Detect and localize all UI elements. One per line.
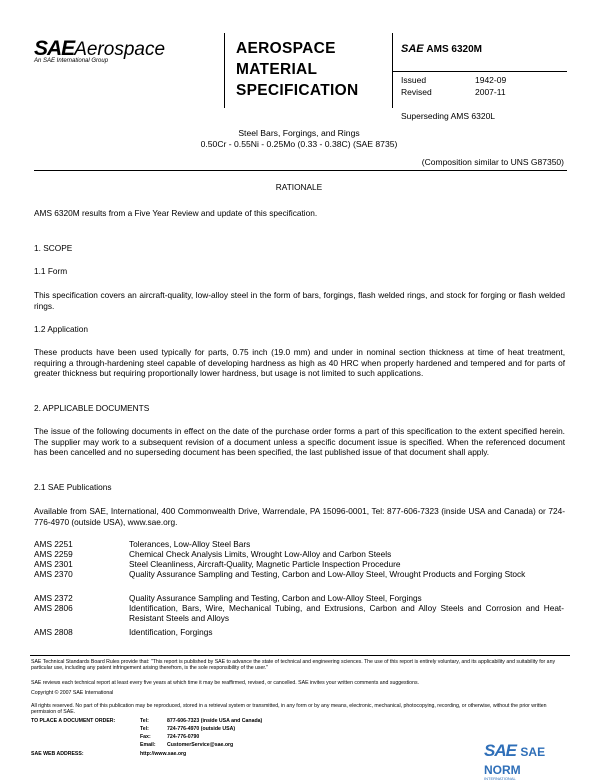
subject-line-2: 0.50Cr - 0.55Ni - 0.25Mo (0.33 - 0.38C) (SAE 8735) — [200, 139, 398, 149]
logo-sae-text: SAE — [34, 37, 75, 60]
reference-code: AMS 2301 — [34, 559, 73, 569]
title-line-2: MATERIAL — [236, 61, 318, 78]
reference-description: Identification, Bars, Wire, Mechanical Tubing, and Extrusions, Carbon and Alloy Steels and Corrosion and Heat-Resistant Steels and Alloys — [129, 603, 564, 623]
fax-value: 724-776-0790 — [167, 734, 200, 740]
watermark-norm-text: SAE NORM — [484, 745, 546, 777]
doc-number-rule — [392, 71, 567, 72]
reference-description: Steel Cleanliness, Aircraft-Quality, Magnetic Particle Inspection Procedure — [129, 559, 401, 569]
email-label: Email: — [140, 742, 156, 748]
section-1-heading: 1. SCOPE — [34, 243, 73, 253]
tel2-value: 724-776-4970 (outside USA) — [167, 726, 236, 732]
reference-description: Tolerances, Low-Alloy Steel Bars — [129, 539, 251, 549]
subject-rule — [34, 170, 567, 171]
revised-label: Revised — [401, 87, 432, 97]
tel2-label: Tel: — [140, 726, 149, 732]
footer-review-text: SAE reviews each technical report at least every five years at which time it may be reaffirmed, revised, or cancelled. SAE invites your written comments and suggestions. — [31, 680, 419, 686]
reference-code: AMS 2808 — [34, 627, 73, 637]
order-label: TO PLACE A DOCUMENT ORDER: — [31, 718, 116, 724]
sae-norm-watermark — [484, 741, 580, 781]
subject-line-1: Steel Bars, Forgings, and Rings — [238, 128, 360, 138]
reference-description: Quality Assurance Sampling and Testing, Carbon and Low-Alloy Steel, Forgings — [129, 593, 422, 603]
section-1-2-heading: 1.2 Application — [34, 324, 88, 334]
section-1-1-text: This specification covers an aircraft-quality, low-alloy steel in the form of bars, forgings, flash welded rings, and stock for forging or flash welded rings. — [34, 290, 565, 311]
document-type-title — [236, 38, 358, 101]
email-value[interactable]: CustomerService@sae.org — [167, 742, 234, 748]
reference-code: AMS 2370 — [34, 569, 73, 579]
web-label: SAE WEB ADDRESS: — [31, 751, 84, 757]
issued-value: 1942-09 — [475, 75, 507, 85]
superseding-note: Superseding AMS 6320L — [401, 111, 496, 121]
section-2-heading: 2. APPLICABLE DOCUMENTS — [34, 403, 150, 413]
reference-description: Chemical Check Analysis Limits, Wrought Low-Alloy and Carbon Steels — [129, 549, 392, 559]
section-1-1-heading: 1.1 Form — [34, 266, 68, 276]
doc-number-value: AMS 6320M — [426, 44, 482, 55]
issued-label: Issued — [401, 75, 427, 85]
subject-block — [34, 128, 564, 150]
tel1-value: 877-606-7323 (inside USA and Canada) — [167, 718, 263, 724]
footer-rights-text: All rights reserved. No part of this publication may be reproduced, stored in a retrieval system or transmitted, in any form or by any means, electronic, mechanical, photocopying, recording, or otherwise, without the prior written permission of SAE. — [31, 703, 547, 716]
logo-aerospace-text: Aerospace — [74, 39, 166, 60]
logo-tagline: An SAE International Group — [34, 58, 109, 64]
section-2-text: The issue of the following documents in effect on the date of the purchase order forms a part of this specification to the extent specified herein. The supplier may work to a subsequent revision of a document unless a specific document issue is specified. When the referenced document has been cancelled and no superseding document has been specified, the last published issue of that document shall apply. — [34, 426, 565, 457]
footer-rules-text: SAE Technical Standards Board Rules provide that: "This report is published by SAE to advance the state of technical and engineering sciences. The use of this report is entirely voluntary, and its applicability and suitability for any particular use, including any patent infringement arising therefrom, is the sole responsibility of the user." — [31, 659, 556, 672]
doc-prefix: SAE — [401, 43, 424, 55]
title-line-3: SPECIFICATION — [236, 82, 359, 99]
revised-value: 2007-11 — [475, 87, 506, 97]
web-value[interactable]: http://www.sae.org — [140, 751, 187, 757]
section-2-1-heading: 2.1 SAE Publications — [34, 482, 112, 492]
rationale-text: AMS 6320M results from a Five Year Review and update of this specification. — [34, 208, 318, 218]
section-2-1-text: Available from SAE, International, 400 Commonwealth Drive, Warrendale, PA 15096-0001, Tel: 877-606-7323 (inside USA and Canada) or 724-776-4970 (outside USA), www.sae.org. — [34, 506, 565, 527]
reference-code: AMS 2259 — [34, 549, 73, 559]
reference-code: AMS 2251 — [34, 539, 73, 549]
sae-aerospace-logo — [34, 37, 165, 64]
reference-code: AMS 2372 — [34, 593, 73, 603]
watermark-sae-icon: SAE — [484, 741, 516, 760]
document-number — [401, 43, 482, 55]
reference-description: Quality Assurance Sampling and Testing, Carbon and Low-Alloy Steel, Wrought Products and Forging Stock — [129, 569, 526, 579]
footer-rule — [30, 655, 570, 656]
rationale-heading: RATIONALE — [275, 182, 323, 192]
section-1-2-text: These products have been used typically for parts, 0.75 inch (19.0 mm) and under in nominal section thickness at time of heat treatment, requiring a through-hardening steel capable of developing hardness as high as 40 HRC when properly hardened and tempered and for parts of greater thickness but requiring proportionally lower hardness, but usage is not limited to such applications. — [34, 347, 565, 378]
footer-copyright: Copyright © 2007 SAE International — [31, 690, 114, 696]
watermark-subtext: INTERNATIONAL — [484, 776, 516, 781]
title-line-1: AEROSPACE — [236, 40, 336, 57]
fax-label: Fax: — [140, 734, 151, 740]
header-divider-left — [224, 33, 225, 108]
composition-note: (Composition similar to UNS G87350) — [421, 157, 564, 167]
reference-description: Identification, Forgings — [129, 627, 213, 637]
reference-code: AMS 2806 — [34, 603, 73, 613]
tel1-label: Tel: — [140, 718, 149, 724]
